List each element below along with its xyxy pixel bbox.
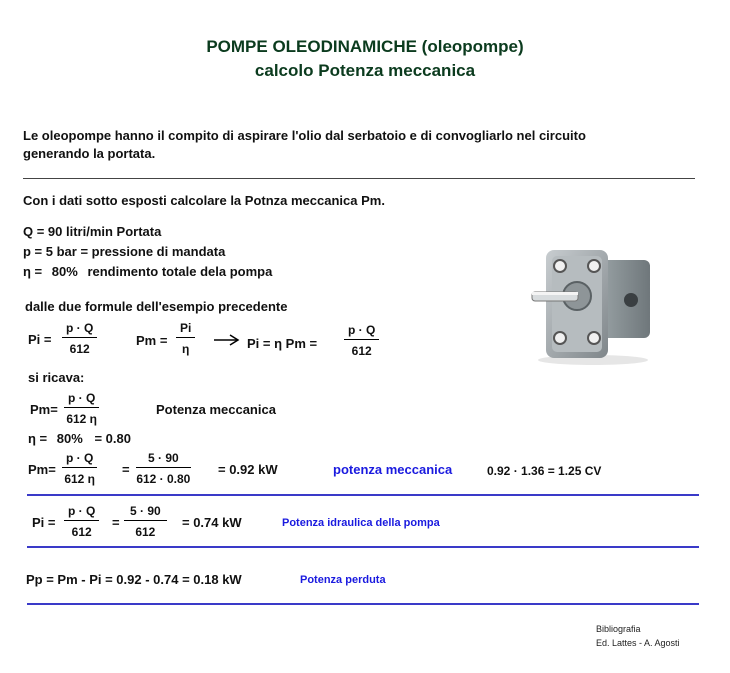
eta-symbol: η =: [23, 264, 43, 279]
calc-pm-fraction-1: [62, 451, 97, 486]
arrow-right-icon: [213, 334, 241, 346]
derive-eta-line: [28, 431, 131, 446]
calc-pi-denominator-2: 612: [135, 525, 156, 539]
calc-pi-numerator-1: p · Q: [64, 504, 99, 521]
calc-pi-numerator-2: 5 · 90: [124, 504, 167, 521]
intro-line-1: Le oleopompe hanno il compito di aspirare l'olio dal serbatoio e di convogliarlo nel circuito: [23, 128, 586, 143]
calc-pp-label: Potenza perduta: [300, 574, 386, 586]
given-eta: [23, 264, 272, 279]
calc-pi-fraction-1: [64, 504, 99, 539]
calc-pm-numerator-2: 5 · 90: [136, 451, 191, 468]
eta-description: rendimento totale dela pompa: [87, 264, 273, 279]
derive-pm-lhs: Pm=: [30, 402, 58, 417]
gear-pump-icon: [528, 238, 658, 368]
calc-pm-numerator-1: p · Q: [62, 451, 97, 468]
calc-pm-label: potenza meccanica: [333, 462, 453, 477]
calc-pm-result: = 0.92 kW: [218, 462, 278, 477]
calc-pm-denominator-1: 612 η: [64, 472, 95, 486]
biblio-title: Bibliografia: [596, 624, 641, 634]
arrow-result-lhs: Pi = η Pm =: [247, 336, 318, 351]
derive-label: si ricava:: [28, 370, 85, 385]
page-title: POMPE OLEODINAMICHE (oleopompe): [206, 37, 524, 56]
pm-denominator: η: [182, 342, 190, 356]
derive-description: Potenza meccanica: [156, 402, 276, 417]
task-text: Con i dati sotto esposti calcolare la Potnza meccanica Pm.: [23, 193, 385, 208]
pi-lhs: Pi =: [28, 332, 52, 347]
divider-blue: [27, 603, 699, 605]
pm-lhs: Pm =: [136, 333, 168, 348]
calc-pm-equals: =: [122, 462, 130, 477]
pi-denominator: 612: [69, 342, 90, 356]
calc-pi-label: Potenza idraulica della pompa: [282, 517, 440, 529]
pump-image: [528, 238, 658, 368]
derive-eta-value: 80%: [56, 431, 83, 446]
pm-fraction: [176, 321, 195, 356]
calc-pm-fraction-2: [136, 451, 191, 486]
calc-pi-fraction-2: [124, 504, 167, 539]
calc-pi-denominator-1: 612: [71, 525, 92, 539]
result-numerator: p · Q: [344, 323, 379, 340]
derive-eta-symbol: η =: [28, 431, 48, 446]
calc-pm-cv: 0.92 · 1.36 = 1.25 CV: [487, 464, 602, 478]
divider-blue: [27, 494, 699, 496]
calc-pi-equals: =: [112, 515, 120, 530]
divider-blue: [27, 546, 699, 548]
pm-numerator: Pi: [176, 321, 195, 338]
result-denominator: 612: [351, 344, 372, 358]
intro-line-2: generando la portata.: [23, 146, 156, 161]
derive-fraction: [64, 391, 99, 426]
page-subtitle: calcolo Potenza meccanica: [254, 61, 476, 80]
calc-pm-lhs: Pm=: [28, 462, 56, 477]
given-q: Q = 90 litri/min Portata: [23, 224, 162, 239]
given-p: p = 5 bar = pressione di mandata: [23, 244, 226, 259]
pi-fraction: [62, 321, 97, 356]
divider: [23, 178, 695, 179]
calc-pm-denominator-2: 612 · 0.80: [136, 472, 191, 486]
derive-denominator: 612 η: [66, 412, 97, 426]
eta-value: 80%: [51, 264, 78, 279]
formulas-intro: dalle due formule dell'esempio precedente: [25, 299, 288, 314]
pi-numerator: p · Q: [62, 321, 97, 338]
derive-numerator: p · Q: [64, 391, 99, 408]
derive-eta-decimal: = 0.80: [94, 431, 131, 446]
calc-pp-text: Pp = Pm - Pi = 0.92 - 0.74 = 0.18 kW: [26, 572, 242, 587]
biblio-source: Ed. Lattes - A. Agosti: [596, 638, 680, 648]
calc-pi-lhs: Pi =: [32, 515, 56, 530]
result-fraction: [344, 323, 379, 358]
calc-pi-result: = 0.74 kW: [182, 515, 242, 530]
